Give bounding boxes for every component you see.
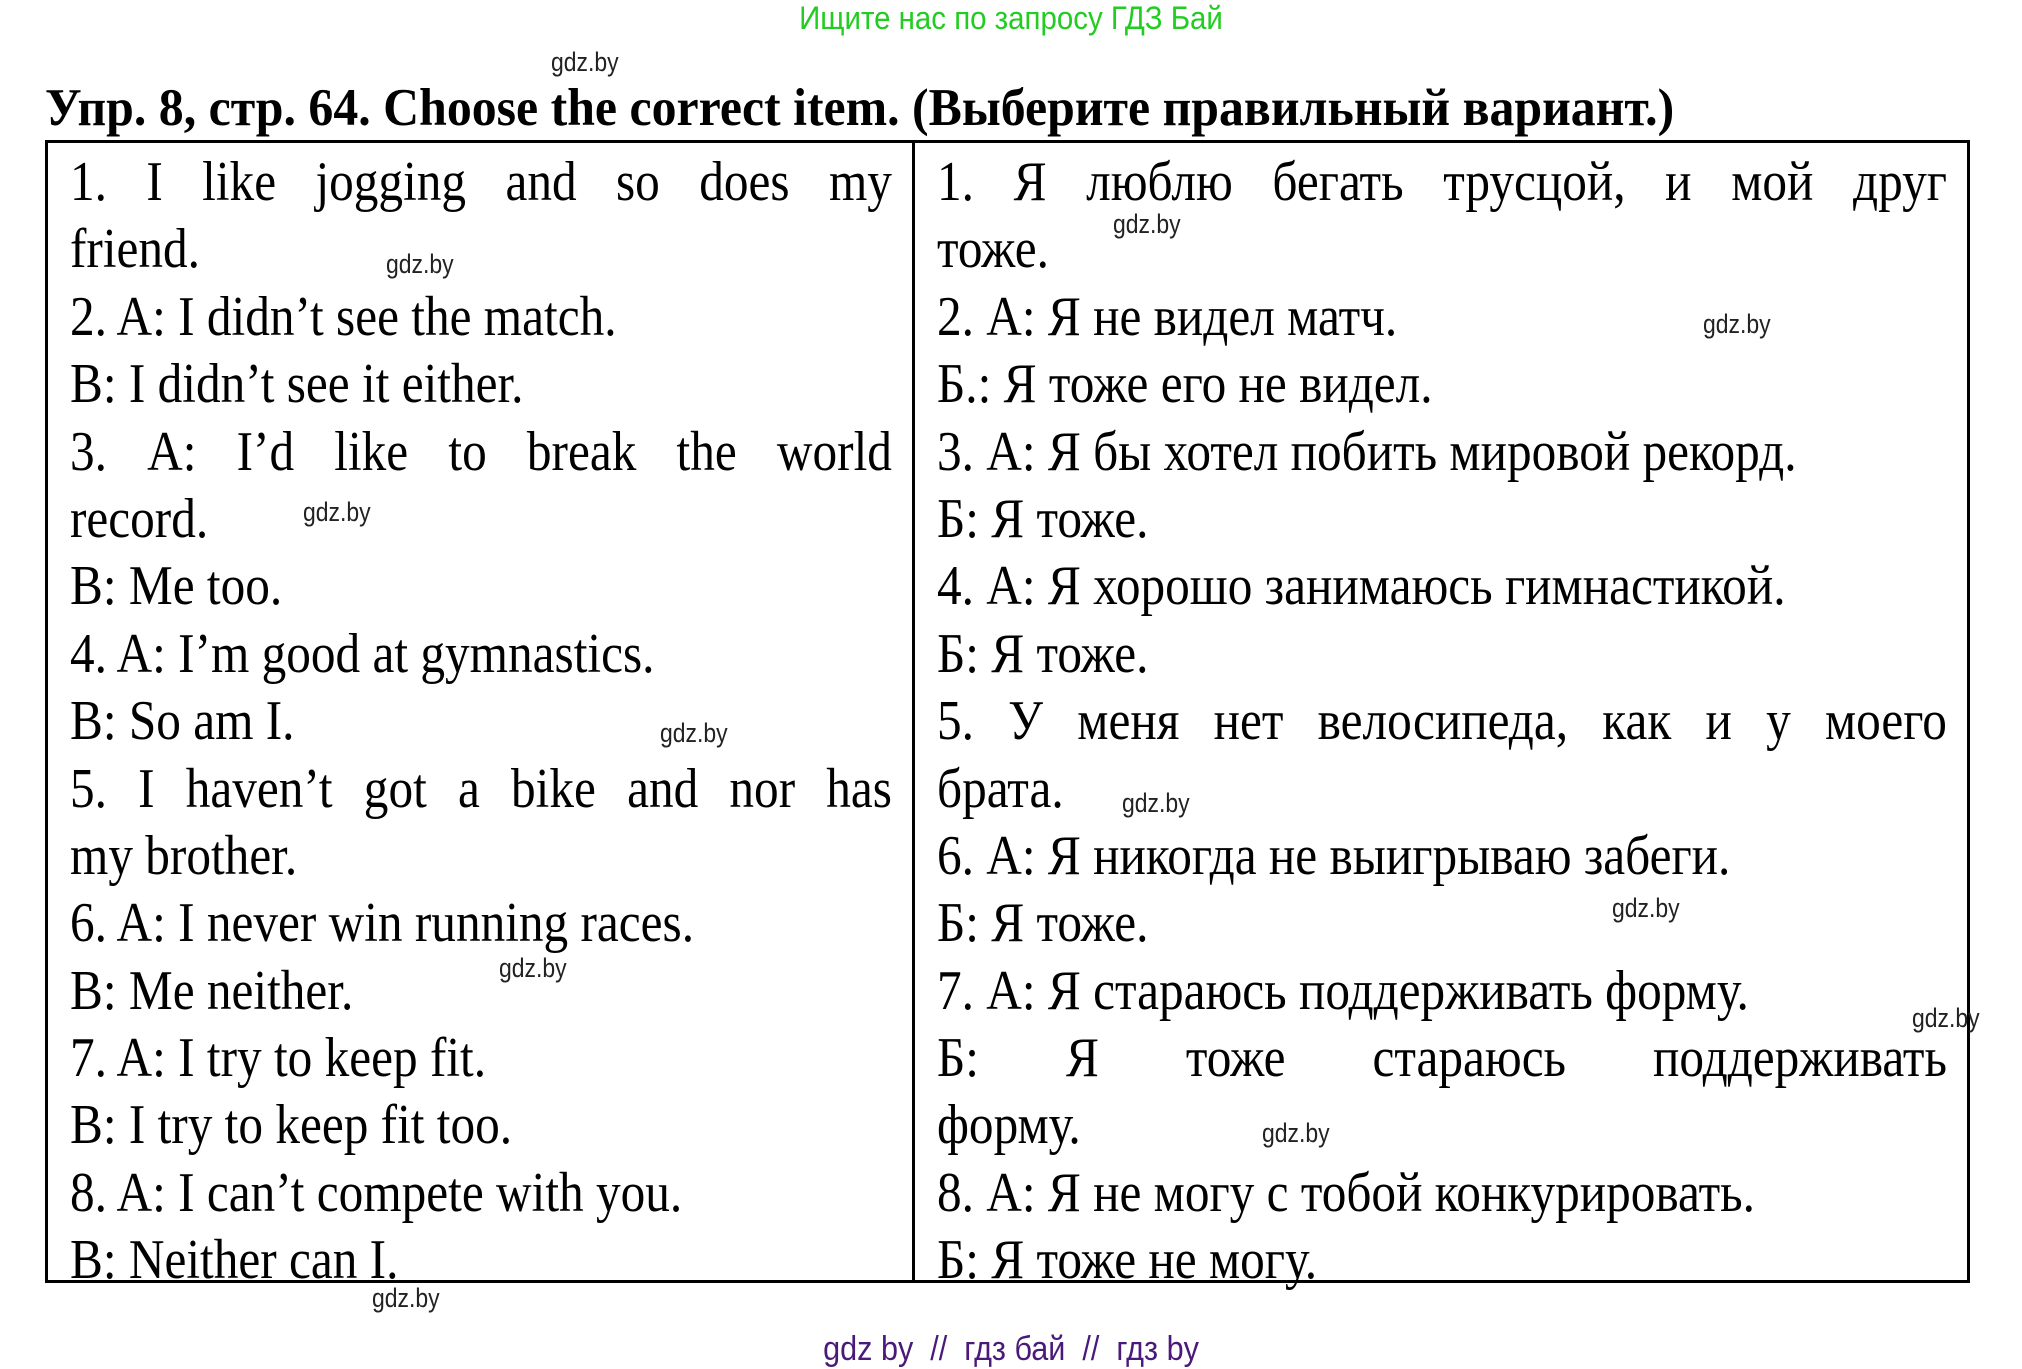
- word: the: [676, 420, 737, 483]
- word: Я: [1066, 1027, 1099, 1090]
- english-line: 8. A: I can’t compete with you.: [70, 1161, 683, 1224]
- word: Я: [1013, 151, 1047, 213]
- word: I: [146, 151, 163, 213]
- russian-line: [937, 149, 1947, 216]
- word: 5.: [70, 757, 107, 820]
- english-line: [70, 149, 892, 216]
- word: bike: [511, 757, 596, 820]
- word: Б:: [937, 1027, 979, 1090]
- english-line: [70, 419, 892, 486]
- word: У: [1008, 690, 1044, 753]
- word: got: [363, 757, 427, 820]
- english-line: B: Me too.: [70, 555, 283, 618]
- word: does: [699, 151, 790, 213]
- word: jogging: [315, 151, 467, 213]
- word: и: [1665, 151, 1692, 213]
- word: моего: [1824, 690, 1947, 753]
- word: 5.: [937, 690, 974, 753]
- russian-line: 2. А: Я не видел матч.: [937, 285, 1398, 348]
- footer-links: gdz by // гдз бай // гдз by: [823, 1330, 1199, 1368]
- word: и: [1705, 690, 1732, 753]
- watermark-text: gdz.by: [1122, 788, 1190, 818]
- word: тоже: [1185, 1027, 1286, 1090]
- word: стараюсь: [1372, 1027, 1567, 1090]
- watermark-text: gdz.by: [372, 1283, 440, 1313]
- russian-line: Б: Я тоже.: [937, 892, 1149, 955]
- english-line: my brother.: [70, 824, 298, 887]
- word: люблю: [1086, 151, 1233, 213]
- word: как: [1602, 690, 1672, 753]
- word: my: [828, 151, 892, 213]
- watermark-text: gdz.by: [386, 249, 454, 279]
- word: нет: [1213, 690, 1284, 753]
- russian-line: 3. А: Я бы хотел побить мировой рекорд.: [937, 420, 1797, 483]
- search-hint-banner: Ищите нас по запросу ГДЗ Бай: [799, 0, 1223, 36]
- english-line: B: So am I.: [70, 690, 295, 753]
- word: бегать: [1272, 151, 1404, 213]
- word: трусцой,: [1443, 151, 1626, 213]
- word: so: [615, 151, 660, 213]
- watermark-text: gdz.by: [1262, 1118, 1330, 1148]
- english-line: B: I didn’t see it either.: [70, 353, 524, 416]
- english-line: B: I try to keep fit too.: [70, 1094, 513, 1157]
- russian-line: форму.: [937, 1094, 1081, 1157]
- watermark-text: gdz.by: [551, 47, 619, 77]
- english-line: 2. A: I didn’t see the match.: [70, 285, 617, 348]
- russian-line: тоже.: [937, 218, 1049, 281]
- word: world: [776, 420, 892, 483]
- russian-line: 8. А: Я не могу с тобой конкурировать.: [937, 1161, 1755, 1224]
- word: has: [826, 757, 892, 820]
- word: у: [1766, 690, 1791, 753]
- word: break: [526, 420, 637, 483]
- russian-column: [915, 143, 1967, 1292]
- word: like: [202, 151, 277, 213]
- word: and: [505, 151, 577, 213]
- russian-line: Б: Я тоже не могу.: [937, 1229, 1318, 1292]
- word: друг: [1853, 151, 1947, 213]
- word: 3.: [70, 420, 107, 483]
- watermark-text: gdz.by: [1912, 1003, 1980, 1033]
- word: меня: [1077, 690, 1180, 753]
- english-line: friend.: [70, 218, 200, 281]
- english-line: 4. A: I’m good at gymnastics.: [70, 622, 655, 685]
- word: to: [448, 420, 487, 483]
- word: nor: [729, 757, 796, 820]
- watermark-text: gdz.by: [499, 953, 567, 983]
- english-column: [48, 143, 915, 1292]
- word: like: [334, 420, 409, 483]
- watermark-text: gdz.by: [1703, 309, 1771, 339]
- russian-line: Б: Я тоже.: [937, 622, 1149, 685]
- watermark-text: gdz.by: [303, 497, 371, 527]
- watermark-text: gdz.by: [1113, 209, 1181, 239]
- word: I: [138, 757, 155, 820]
- exercise-title: Упр. 8, стр. 64. Choose the correct item. (Выберите правильный вариант.): [45, 79, 1675, 137]
- english-line: record.: [70, 487, 209, 550]
- russian-line: [937, 688, 1947, 755]
- english-line: [70, 756, 892, 823]
- word: поддерживать: [1653, 1027, 1947, 1090]
- watermark-text: gdz.by: [660, 718, 728, 748]
- russian-line: 6. А: Я никогда не выигрываю забеги.: [937, 824, 1731, 887]
- word: haven’t: [185, 757, 333, 820]
- word: 1.: [937, 151, 974, 213]
- word: велосипеда,: [1317, 690, 1569, 753]
- answer-table: [45, 140, 1970, 1292]
- word: and: [627, 757, 699, 820]
- russian-line: Б: Я тоже.: [937, 487, 1149, 550]
- russian-line: брата.: [937, 757, 1064, 820]
- english-line: 7. A: I try to keep fit.: [70, 1027, 487, 1090]
- russian-line: 7. А: Я стараюсь поддерживать форму.: [937, 959, 1749, 1022]
- word: 1.: [70, 151, 107, 213]
- word: мой: [1731, 151, 1814, 213]
- word: I’d: [236, 420, 295, 483]
- russian-line: Б.: Я тоже его не видел.: [937, 353, 1433, 416]
- watermark-text: gdz.by: [1612, 893, 1680, 923]
- russian-line: [937, 1025, 1947, 1092]
- english-line: B: Me neither.: [70, 959, 354, 1022]
- english-line: 6. A: I never win running races.: [70, 892, 695, 955]
- word: A:: [147, 420, 197, 483]
- russian-line: 4. А: Я хорошо занимаюсь гимнастикой.: [937, 555, 1786, 618]
- word: a: [457, 757, 480, 820]
- english-line: B: Neither can I.: [70, 1229, 399, 1292]
